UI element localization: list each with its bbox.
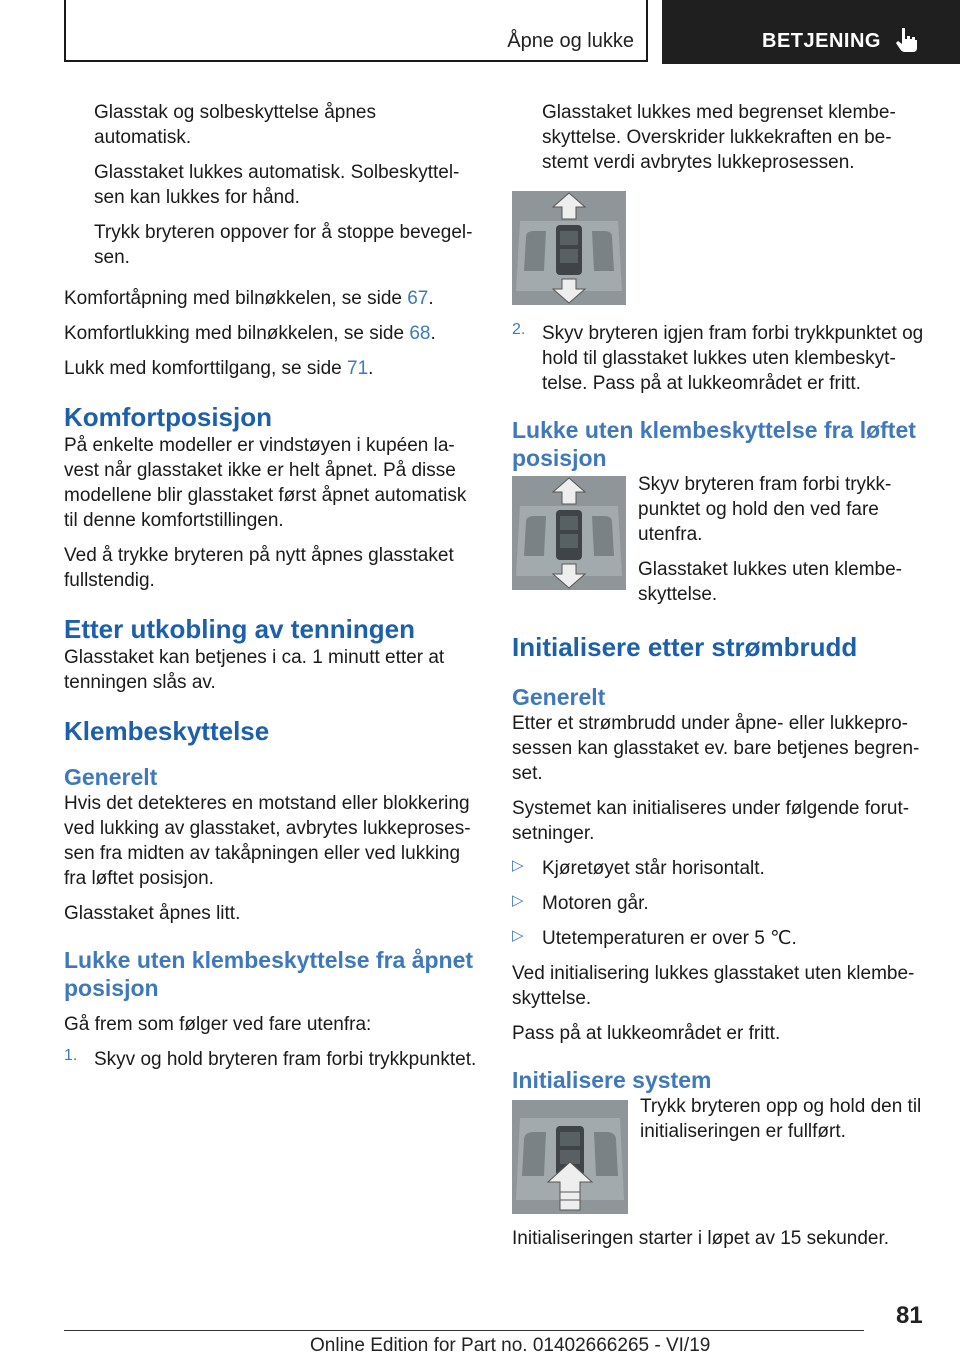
paragraph: Systemet kan initialiseres under følgende forut-setninger. [512,798,910,844]
paragraph: Glasstaket lukkes med begrenset klembe-skyttelse. Overskrider lukkekraften en be-stemt verdi avbrytes lukkeprosessen. [542,102,896,173]
switch-figure-push-close [512,191,626,305]
paragraph: Glasstak og solbeskyttelse åpnes automatisk. [94,102,376,148]
cross-reference: Lukk med komforttilgang, se side 71. [64,358,374,379]
triangle-bullet-icon: ▷ [512,892,524,909]
paragraph: Initialiseringen starter i løpet av 15 sekunder. [512,1228,890,1249]
figure-text [628,1094,928,1144]
paragraph: Hvis det detekteres en motstand eller blokkering ved lukking av glasstaket, avbrytes lukkeproses-sen fra midten av takåpningen eller ved lukking fra løftet posisjon. [64,793,471,889]
paragraph: På enkelte modeller er vindstøyen i kupéen la-vest når glasstaket ikke er helt åpnet. På disse modellene blir glasstaket først åpnet automatisk til denne komfortstillingen. [64,435,467,531]
subheading-generelt: Generelt [64,764,158,790]
figure-row [512,472,928,607]
paragraph: Trykk bryteren oppover for å stoppe bevegel-sen. [94,222,473,268]
heading-etter-utkobling: Etter utkobling av tenningen [64,614,416,644]
page-number: 81 [896,1302,923,1329]
roof-switch-illustration [512,1100,628,1214]
page-link-71[interactable]: 71 [347,358,369,379]
roof-switch-illustration [512,476,626,590]
right-column [512,100,928,1251]
triangle-bullet-icon: ▷ [512,927,524,944]
footer-divider [64,1330,864,1331]
triangle-bullet-icon: ▷ [512,857,524,874]
paragraph: Ved initialisering lukkes glasstaket uten klembe-skyttelse. [512,963,915,1009]
switch-figure-lifted-close [512,476,626,590]
paragraph: Glasstaket åpnes litt. [64,903,241,924]
left-column [64,100,478,1072]
header-chapter-title: BETJENING [762,30,881,52]
paragraph: Glasstaket lukkes uten klembe-skyttelse. [638,559,903,605]
bullet-item: ▷ Kjøretøyet står horisontalt. [512,857,765,879]
step-number: 2. [512,321,526,338]
paragraph: Gå frem som følger ved fare utenfra: [64,1014,372,1035]
figure-row [512,1094,928,1214]
page-link-68[interactable]: 68 [409,323,431,344]
subheading-lukke-apnet: Lukke uten klembeskyttelse fra åpnet posisjon [64,947,474,1001]
bullet-item: ▷ Motoren går. [512,892,649,914]
paragraph: Trykk bryteren opp og hold den til initialiseringen er fullført. [640,1096,922,1142]
bullet-item: ▷ Utetemperaturen er over 5 ℃. [512,927,797,949]
paragraph: Skyv bryteren fram forbi trykk-punktet og hold den ved fare utenfra. [638,474,892,545]
cross-reference: Komfortåpning med bilnøkkelen, se side 67. [64,288,434,309]
heading-klembeskyttelse: Klembeskyttelse [64,716,270,746]
footer-edition: Online Edition for Part no. 01402666265 - VI/19 [310,1335,711,1356]
page-link-67[interactable]: 67 [407,288,429,309]
subheading-generelt: Generelt [512,684,606,710]
paragraph: Etter et strømbrudd under åpne- eller lukkepro-sessen kan glasstaket ev. bare betjenes begren-set. [512,713,920,784]
list-item [512,321,928,396]
header-section-title: Åpne og lukke [507,30,634,52]
list-item [64,1047,478,1072]
cross-reference: Komfortlukking med bilnøkkelen, se side 68. [64,323,436,344]
figure-text [626,472,928,607]
roof-switch-illustration [512,191,626,305]
heading-initialisere-strombrudd: Initialisere etter strømbrudd [512,632,858,662]
step-number: 1. [64,1047,78,1064]
switch-figure-initialize [512,1100,628,1214]
step-text: Skyv bryteren igjen fram forbi trykkpunktet og hold til glasstaket lukkes uten klembeskyt-telse. Pass på at lukkeområdet er fritt. [542,323,924,394]
paragraph: Glasstaket kan betjenes i ca. 1 minutt etter at tenningen slås av. [64,647,445,693]
paragraph: Glasstaket lukkes automatisk. Solbeskyttel-sen kan lukkes for hånd. [94,162,460,208]
step-text: Skyv og hold bryteren fram forbi trykkpunktet. [94,1049,477,1070]
heading-komfortposisjon: Komfortposisjon [64,402,272,432]
subheading-lukke-loftet: Lukke uten klembeskyttelse fra løftet posisjon [512,417,916,471]
paragraph: Ved å trykke bryteren på nytt åpnes glasstaket fullstendig. [64,545,454,591]
paragraph: Pass på at lukkeområdet er fritt. [512,1023,781,1044]
header-section-box [64,0,648,62]
subheading-initialisere-system: Initialisere system [512,1067,712,1093]
hand-pointer-icon [894,26,920,54]
